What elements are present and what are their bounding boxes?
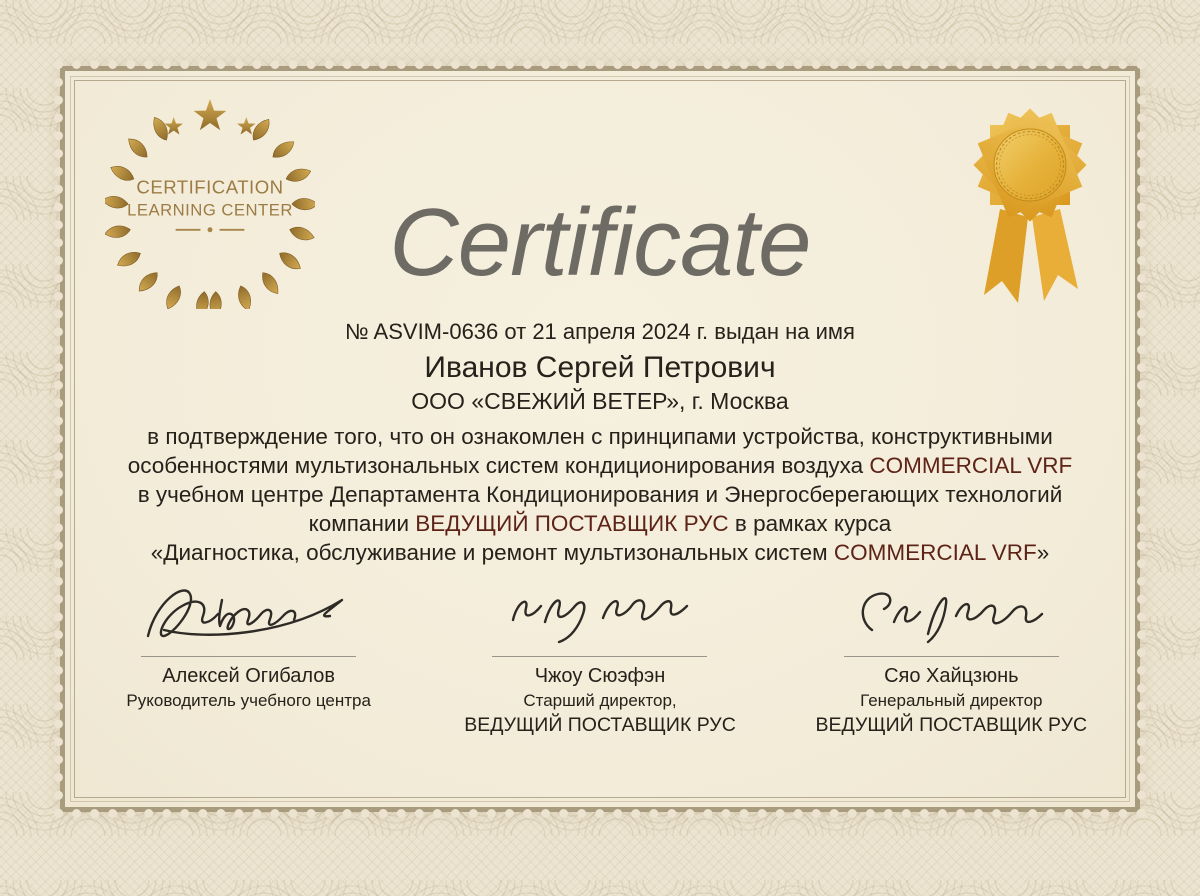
signature-block-ogibalov xyxy=(73,576,424,737)
signatory-company: ВЕДУЩИЙ ПОСТАВЩИК РУС xyxy=(815,714,1088,736)
body-line xyxy=(85,509,1115,538)
body-text: в рамках курса xyxy=(728,511,892,536)
signatory-name: Чжоу Сюэфэн xyxy=(534,665,666,687)
signature-row xyxy=(73,576,1127,737)
issue-line: № ASVIM-0636 от 21 апреля 2024 г. выдан на имя xyxy=(345,319,855,344)
body-text: «Диагностика, обслуживание и ремонт мультизональных систем xyxy=(150,540,834,565)
signatory-name: Сяо Хайцзюнь xyxy=(884,665,1019,687)
accent-text: COMMERCIAL VRF xyxy=(833,540,1037,565)
certificate-title: Certificate xyxy=(389,189,811,296)
signatory-company: ВЕДУЩИЙ ПОСТАВЩИК РУС xyxy=(464,714,736,736)
certificate-body xyxy=(85,422,1115,567)
certificate-frame xyxy=(60,66,1140,812)
body-text: компании xyxy=(308,511,416,536)
signatory-role: Генеральный директор xyxy=(860,691,1043,710)
body-line xyxy=(85,480,1115,509)
signature-rule xyxy=(141,656,356,657)
signatory-role: Старший директор, xyxy=(523,691,677,710)
signatory-name: Алексей Огибалов xyxy=(162,665,336,687)
zhou-signature-icon xyxy=(485,576,715,654)
xiao-signature-icon xyxy=(836,576,1066,654)
logo-line1: CERTIFICATION xyxy=(136,176,284,198)
body-text: в учебном центре Департамента Кондиционирования и Энергосберегающих технологий xyxy=(137,482,1063,507)
body-text: в подтверждение того, что он ознакомлен с принципами устройства, конструктивными xyxy=(147,424,1053,449)
body-line xyxy=(85,451,1115,480)
body-line xyxy=(85,538,1115,567)
recipient-company: ООО «СВЕЖИЙ ВЕТЕР», г. Москва xyxy=(411,388,789,414)
signature-block-xiao xyxy=(776,576,1127,737)
signature-block-zhou xyxy=(424,576,775,737)
accent-text: ВЕДУЩИЙ ПОСТАВЩИК РУС xyxy=(415,511,729,536)
signature-rule xyxy=(844,656,1059,657)
recipient-name: Иванов Сергей Петрович xyxy=(424,351,776,384)
logo-line2: LEARNING CENTER xyxy=(127,200,293,220)
body-text: » xyxy=(1036,540,1050,565)
accent-text: COMMERCIAL VRF xyxy=(869,453,1073,478)
certificate-paper xyxy=(65,71,1135,807)
body-text: особенностями мультизональных систем кондиционирования воздуха xyxy=(127,453,870,478)
signatory-role: Руководитель учебного центра xyxy=(126,691,371,710)
ogibalov-signature-icon xyxy=(134,576,364,654)
star-icon xyxy=(164,99,255,135)
body-line xyxy=(85,422,1115,451)
signature-rule xyxy=(492,656,707,657)
